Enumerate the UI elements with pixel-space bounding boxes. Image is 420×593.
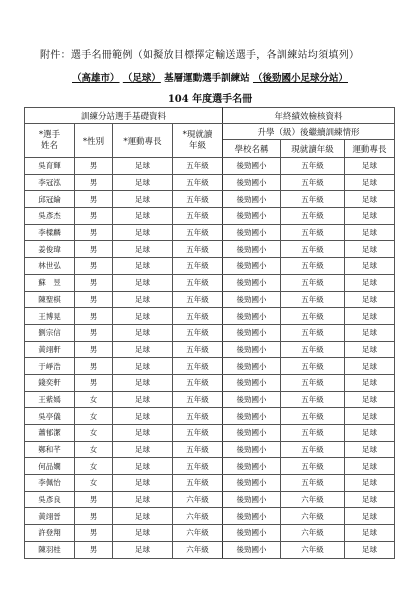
cell-name: 陳聖棋 [25, 291, 75, 308]
cell-grade: 五年級 [173, 374, 223, 391]
col-header-school: 學校名稱 [223, 140, 281, 158]
cell-sport: 足球 [113, 491, 173, 508]
cell-school: 後勁國小 [223, 391, 281, 408]
cell-gender: 女 [75, 475, 113, 492]
cell-name: 蕭郁潔 [25, 425, 75, 442]
table-row [25, 258, 395, 275]
cell-sport: 足球 [113, 274, 173, 291]
cell-name: 王紫嫣 [25, 391, 75, 408]
cell-school: 後勁國小 [223, 274, 281, 291]
table-row [25, 491, 395, 508]
cell-school: 後勁國小 [223, 541, 281, 558]
cell-grade: 五年級 [173, 308, 223, 325]
table-row [25, 191, 395, 208]
cell-current-grade: 五年級 [281, 475, 345, 492]
cell-name: 林世弘 [25, 258, 75, 275]
cell-name: 吳彥杰 [25, 208, 75, 225]
table-row [25, 358, 395, 375]
table-row [25, 508, 395, 525]
cell-school: 後勁國小 [223, 508, 281, 525]
cell-current-sport: 足球 [345, 441, 395, 458]
cell-grade: 六年級 [173, 541, 223, 558]
cell-grade: 五年級 [173, 158, 223, 175]
cell-current-sport: 足球 [345, 525, 395, 542]
table-row [25, 408, 395, 425]
cell-current-grade: 五年級 [281, 258, 345, 275]
cell-sport: 足球 [113, 525, 173, 542]
cell-sport: 足球 [113, 441, 173, 458]
cell-current-grade: 六年級 [281, 491, 345, 508]
roster-title: 104 年度選手名冊 [167, 94, 253, 105]
cell-school: 後勁國小 [223, 491, 281, 508]
cell-sport: 足球 [113, 475, 173, 492]
cell-current-sport: 足球 [345, 324, 395, 341]
cell-school: 後勁國小 [223, 374, 281, 391]
cell-current-grade: 五年級 [281, 441, 345, 458]
cell-school: 後勁國小 [223, 324, 281, 341]
cell-grade: 五年級 [173, 475, 223, 492]
cell-current-grade: 五年級 [281, 174, 345, 191]
cell-grade: 五年級 [173, 358, 223, 375]
cell-sport: 足球 [113, 258, 173, 275]
cell-gender: 男 [75, 374, 113, 391]
cell-name: 黃翊軒 [25, 341, 75, 358]
cell-current-grade: 六年級 [281, 541, 345, 558]
heading-sport: （足球） [122, 73, 161, 84]
cell-current-sport: 足球 [345, 174, 395, 191]
cell-name: 陳羽桂 [25, 541, 75, 558]
cell-school: 後勁國小 [223, 425, 281, 442]
cell-current-grade: 五年級 [281, 208, 345, 225]
cell-current-grade: 五年級 [281, 324, 345, 341]
cell-name: 錢奕軒 [25, 374, 75, 391]
table-row [25, 324, 395, 341]
cell-gender: 男 [75, 241, 113, 258]
cell-current-sport: 足球 [345, 374, 395, 391]
col-header-name [25, 124, 75, 158]
cell-school: 後勁國小 [223, 308, 281, 325]
cell-gender: 女 [75, 458, 113, 475]
table-row [25, 525, 395, 542]
cell-sport: 足球 [113, 208, 173, 225]
cell-current-sport: 足球 [345, 208, 395, 225]
cell-current-grade: 六年級 [281, 525, 345, 542]
cell-school: 後勁國小 [223, 224, 281, 241]
cell-gender: 女 [75, 441, 113, 458]
heading-program: 基層運動選手訓練站 [164, 73, 250, 84]
cell-gender: 女 [75, 391, 113, 408]
cell-grade: 五年級 [173, 208, 223, 225]
col-grade-label: *現就讀 年級 [182, 129, 213, 151]
cell-grade: 六年級 [173, 491, 223, 508]
cell-sport: 足球 [113, 541, 173, 558]
cell-sport: 足球 [113, 425, 173, 442]
cell-current-sport: 足球 [345, 508, 395, 525]
cell-current-sport: 足球 [345, 241, 395, 258]
cell-current-grade: 五年級 [281, 458, 345, 475]
cell-school: 後勁國小 [223, 408, 281, 425]
col-header-grade [173, 124, 223, 158]
cell-current-sport: 足球 [345, 541, 395, 558]
table-row [25, 391, 395, 408]
cell-sport: 足球 [113, 191, 173, 208]
table-row [25, 341, 395, 358]
cell-school: 後勁國小 [223, 458, 281, 475]
cell-school: 後勁國小 [223, 174, 281, 191]
col-header-current-sport: 運動專長 [345, 140, 395, 158]
roster-body [25, 158, 395, 559]
cell-current-sport: 足球 [345, 425, 395, 442]
cell-current-sport: 足球 [345, 224, 395, 241]
cell-grade: 五年級 [173, 224, 223, 241]
cell-grade: 五年級 [173, 391, 223, 408]
cell-sport: 足球 [113, 374, 173, 391]
cell-sport: 足球 [113, 358, 173, 375]
cell-gender: 男 [75, 291, 113, 308]
cell-sport: 足球 [113, 241, 173, 258]
cell-sport: 足球 [113, 458, 173, 475]
cell-current-grade: 五年級 [281, 374, 345, 391]
cell-gender: 男 [75, 158, 113, 175]
cell-current-grade: 五年級 [281, 308, 345, 325]
cell-sport: 足球 [113, 291, 173, 308]
cell-current-sport: 足球 [345, 358, 395, 375]
cell-grade: 五年級 [173, 191, 223, 208]
cell-current-sport: 足球 [345, 274, 395, 291]
cell-current-sport: 足球 [345, 391, 395, 408]
cell-grade: 五年級 [173, 291, 223, 308]
cell-current-grade: 五年級 [281, 391, 345, 408]
cell-gender: 男 [75, 191, 113, 208]
roster-heading [0, 70, 420, 84]
cell-gender: 男 [75, 274, 113, 291]
heading-station: （後勁國小足球分站） [252, 73, 348, 84]
cell-gender: 男 [75, 308, 113, 325]
cell-name: 姜俊瑋 [25, 241, 75, 258]
cell-school: 後勁國小 [223, 158, 281, 175]
cell-sport: 足球 [113, 341, 173, 358]
cell-current-grade: 五年級 [281, 291, 345, 308]
cell-gender: 女 [75, 425, 113, 442]
cell-school: 後勁國小 [223, 441, 281, 458]
cell-school: 後勁國小 [223, 291, 281, 308]
cell-grade: 五年級 [173, 324, 223, 341]
cell-current-sport: 足球 [345, 341, 395, 358]
cell-grade: 五年級 [173, 341, 223, 358]
cell-sport: 足球 [113, 224, 173, 241]
cell-name: 吳彥良 [25, 491, 75, 508]
cell-school: 後勁國小 [223, 241, 281, 258]
cell-name: 李冠泓 [25, 174, 75, 191]
cell-current-sport: 足球 [345, 191, 395, 208]
cell-grade: 五年級 [173, 258, 223, 275]
col-header-sport: *運動專長 [113, 124, 173, 158]
sub-header-continued-training: 升學（級）後繼續訓練情形 [223, 124, 395, 140]
table-row [25, 441, 395, 458]
cell-school: 後勁國小 [223, 208, 281, 225]
col-header-current-grade: 現就讀年級 [281, 140, 345, 158]
cell-sport: 足球 [113, 508, 173, 525]
cell-current-grade: 五年級 [281, 224, 345, 241]
cell-school: 後勁國小 [223, 191, 281, 208]
cell-current-sport: 足球 [345, 158, 395, 175]
table-row [25, 174, 395, 191]
cell-current-sport: 足球 [345, 458, 395, 475]
cell-name: 邱冠綸 [25, 191, 75, 208]
cell-school: 後勁國小 [223, 341, 281, 358]
group-header-review: 年終績效檢核資料 [223, 108, 395, 124]
cell-grade: 五年級 [173, 408, 223, 425]
table-row [25, 291, 395, 308]
cell-grade: 五年級 [173, 174, 223, 191]
attachment-note: 附件：選手名冊範例（如擬放目標擇定輸送選手，各訓練站均須填列） [40, 50, 360, 61]
cell-grade: 五年級 [173, 241, 223, 258]
cell-grade: 五年級 [173, 274, 223, 291]
cell-current-grade: 五年級 [281, 358, 345, 375]
cell-gender: 男 [75, 341, 113, 358]
cell-current-grade: 六年級 [281, 508, 345, 525]
cell-gender: 女 [75, 408, 113, 425]
cell-sport: 足球 [113, 174, 173, 191]
roster-table [24, 107, 395, 559]
group-header-basic: 訓練分站選手基礎資料 [25, 108, 223, 124]
table-row [25, 475, 395, 492]
cell-sport: 足球 [113, 158, 173, 175]
cell-name: 黃翊晉 [25, 508, 75, 525]
table-row [25, 458, 395, 475]
table-row [25, 274, 395, 291]
cell-current-sport: 足球 [345, 258, 395, 275]
cell-gender: 男 [75, 491, 113, 508]
cell-grade: 六年級 [173, 525, 223, 542]
col-name-label: *選手 姓名 [38, 129, 61, 151]
col-header-gender: *性別 [75, 124, 113, 158]
cell-name: 鄭和芊 [25, 441, 75, 458]
cell-name: 王博晃 [25, 308, 75, 325]
cell-current-grade: 五年級 [281, 341, 345, 358]
cell-sport: 足球 [113, 324, 173, 341]
cell-gender: 男 [75, 258, 113, 275]
cell-current-grade: 五年級 [281, 425, 345, 442]
cell-name: 李樑麟 [25, 224, 75, 241]
cell-name: 許登翔 [25, 525, 75, 542]
cell-name: 吳亭儀 [25, 408, 75, 425]
table-row [25, 308, 395, 325]
cell-grade: 五年級 [173, 425, 223, 442]
table-row [25, 224, 395, 241]
cell-gender: 男 [75, 525, 113, 542]
cell-gender: 男 [75, 324, 113, 341]
table-row [25, 374, 395, 391]
cell-name: 于崢浩 [25, 358, 75, 375]
cell-sport: 足球 [113, 308, 173, 325]
cell-current-sport: 足球 [345, 308, 395, 325]
cell-current-sport: 足球 [345, 291, 395, 308]
cell-name: 蘇 昱 [25, 274, 75, 291]
cell-sport: 足球 [113, 391, 173, 408]
table-row [25, 241, 395, 258]
heading-city: （高雄市） [72, 73, 120, 84]
table-row [25, 425, 395, 442]
cell-school: 後勁國小 [223, 358, 281, 375]
cell-gender: 男 [75, 508, 113, 525]
cell-gender: 男 [75, 174, 113, 191]
table-row [25, 208, 395, 225]
cell-current-sport: 足球 [345, 491, 395, 508]
cell-grade: 五年級 [173, 441, 223, 458]
cell-gender: 男 [75, 358, 113, 375]
cell-current-grade: 五年級 [281, 274, 345, 291]
cell-current-sport: 足球 [345, 475, 395, 492]
cell-school: 後勁國小 [223, 475, 281, 492]
cell-sport: 足球 [113, 408, 173, 425]
cell-gender: 男 [75, 208, 113, 225]
cell-current-sport: 足球 [345, 408, 395, 425]
table-row [25, 158, 395, 175]
cell-school: 後勁國小 [223, 525, 281, 542]
table-row [25, 541, 395, 558]
cell-current-grade: 五年級 [281, 408, 345, 425]
cell-name: 劉宗信 [25, 324, 75, 341]
cell-current-grade: 五年級 [281, 241, 345, 258]
cell-gender: 男 [75, 541, 113, 558]
cell-current-grade: 五年級 [281, 158, 345, 175]
cell-name: 何品嫺 [25, 458, 75, 475]
cell-name: 李佩怡 [25, 475, 75, 492]
cell-name: 吳育輝 [25, 158, 75, 175]
cell-school: 後勁國小 [223, 258, 281, 275]
cell-grade: 六年級 [173, 508, 223, 525]
cell-gender: 男 [75, 224, 113, 241]
cell-grade: 五年級 [173, 458, 223, 475]
cell-current-grade: 五年級 [281, 191, 345, 208]
